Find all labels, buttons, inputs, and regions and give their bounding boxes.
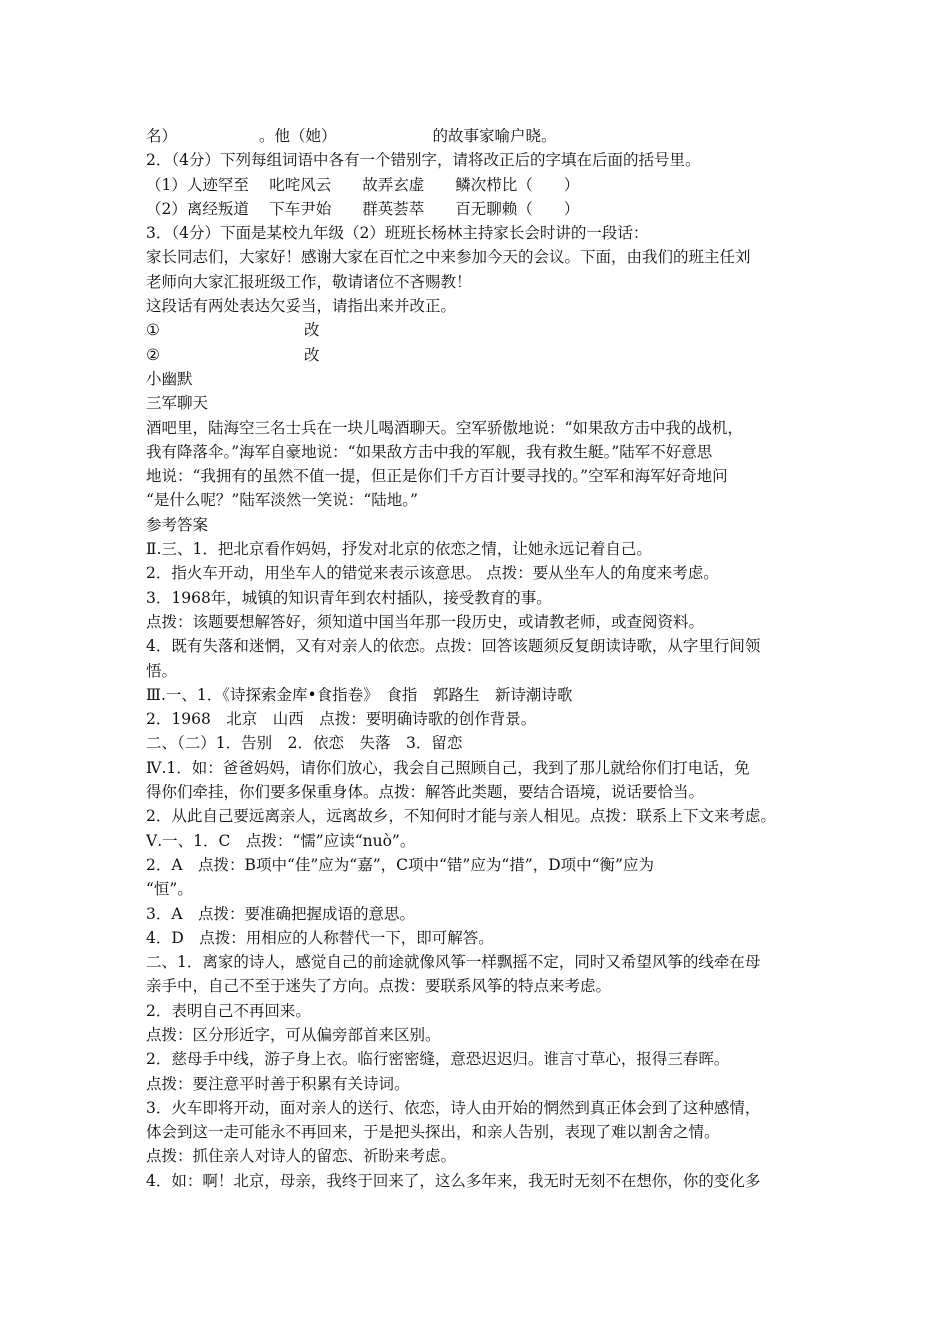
answer-line: 体会到这一走可能永不再回来，于是把头探出，和亲人告别，表现了难以割舍之情。 [146, 1123, 720, 1142]
paragraph-line: 我有降落伞。”海军自豪地说：“如果敌方击中我的军舰，我有救生艇。”陆军不好意思 [146, 442, 713, 461]
answer-line: 2．慈母手中线，游子身上衣。临行密密缝，意恐迟迟归。谁言寸草心，报得三春晖。 [146, 1050, 730, 1069]
answer-line: Ⅱ.三、1．把北京看作妈妈，抒发对北京的依恋之情，让她永远记着自己。 [146, 540, 652, 559]
section-heading: 小幽默 [146, 369, 193, 388]
answer-line: 点拨：抓住亲人对诗人的留恋、祈盼来考虑。 [146, 1147, 457, 1166]
answer-line: 3．1968年，城镇的知识青年到农村插队，接受教育的事。 [146, 588, 552, 607]
answer-line: 得你们牵挂，你们要多保重身体。点拨：解答此类题，要结合语境，说话要恰当。 [146, 783, 705, 802]
answer-line: 3．A 点拨：要准确把握成语的意思。 [146, 904, 416, 923]
text-segment: 名） [146, 127, 178, 145]
section-heading: 参考答案 [146, 515, 209, 534]
fill-blank-line [146, 124, 826, 148]
answer-line: 4．既有失落和迷惘，又有对亲人的依恋。点拨：回答该题须反复朗读诗歌，从字里行间领 [146, 637, 761, 656]
question-line: 3．（4分）下面是某校九年级（2）班班长杨林主持家长会时讲的一段话： [146, 224, 649, 243]
answer-line: 亲手中，自己不至于迷失了方向。点拨：要联系风筝的特点来考虑。 [146, 977, 612, 996]
answer-line: 2．1968 北京 山西 点拨：要明确诗歌的创作背景。 [146, 710, 537, 729]
correction-label: 改 [304, 345, 320, 364]
text-segment: 。他（她） [259, 127, 337, 145]
blank-space [177, 124, 259, 148]
answer-line: 点拨：该题要想解答好，须知道中国当年那一段历史，或请教老师，或查阅资料。 [146, 612, 705, 631]
answer-blank-line [146, 343, 826, 367]
answer-line: 4．如：啊！北京，母亲，我终于回来了，这么多年来，我无时无刻不在想你，你的变化多 [146, 1171, 761, 1190]
item-marker: ② [146, 345, 160, 364]
answer-line: Ⅲ.一、1．《诗探索金库•食指卷》 食指 郭路生 新诗潮诗歌 [146, 685, 573, 704]
answer-line: 点拨：要注意平时善于积累有关诗词。 [146, 1074, 410, 1093]
paragraph-line: 老师向大家汇报班级工作，敬请诸位不吝赐教！ [146, 272, 472, 291]
item-marker: ① [146, 321, 160, 340]
answer-line: “恒”。 [146, 880, 193, 899]
answer-line: 2．A 点拨：B项中“佳”应为“嘉”，C项中“错”应为“措”，D项中“衡”应为 [146, 855, 654, 874]
answer-line: Ⅳ.1．如：爸爸妈妈，请你们放心，我会自己照顾自己，我到了那儿就给你们打电话，免 [146, 758, 750, 777]
answer-line: 二、1．离家的诗人，感觉自己的前途就像风筝一样飘摇不定，同时又希望风筝的线牵在母 [146, 953, 761, 972]
answer-line: 2．指火车开动，用坐车人的错觉来表示该意思。 点拨：要从坐车人的角度来考虑。 [146, 564, 719, 583]
answer-blank-line [146, 318, 826, 342]
paragraph-line: “是什么呢？”陆军淡然一笑说：“陆地。” [146, 491, 418, 510]
paragraph-line: 这段话有两处表达欠妥当，请指出来并改正。 [146, 297, 457, 316]
document-page [146, 124, 826, 1193]
text-segment: 的故事家喻户晓。 [432, 127, 557, 145]
paragraph-line: 家长同志们，大家好！感谢大家在百忙之中来参加今天的会议。下面，由我们的班主任刘 [146, 248, 751, 267]
answer-line: 悟。 [146, 661, 178, 680]
answer-line: 2．表明自己不再回来。 [146, 1001, 311, 1020]
answer-line: 2．从此自己要远离亲人，远离故乡，不知何时才能与亲人相见。点拨：联系上下文来考虑。 [146, 807, 776, 826]
correction-label: 改 [304, 321, 320, 340]
answer-line: Ⅴ.一、1．C 点拨：“懦”应读“nuò”。 [146, 831, 416, 850]
answer-line: 4．D 点拨：用相应的人称替代一下，即可解答。 [146, 928, 494, 947]
question-line: （1）人迹罕至 叱咤风云 故弄玄虚 鳞次栉比（ ） [146, 175, 580, 194]
story-title: 三军聊天 [146, 394, 209, 413]
paragraph-line: 地说：“我拥有的虽然不值一提，但正是你们千方百计要寻找的。”空军和海军好奇地问 [146, 467, 728, 486]
question-line: 2．（4分）下列每组词语中各有一个错别字，请将改正后的字填在后面的括号里。 [146, 151, 701, 170]
blank-space [337, 124, 433, 148]
paragraph-line: 酒吧里，陆海空三名士兵在一块儿喝酒聊天。空军骄傲地说：“如果敌方击中我的战机， [146, 418, 743, 437]
question-line: （2）离经叛道 下车尹始 群英荟萃 百无聊赖（ ） [146, 199, 580, 218]
answer-line: 3．火车即将开动，面对亲人的送行、依恋，诗人由开始的惘然到真正体会到了这种感情， [146, 1098, 761, 1117]
answer-line: 二、（二）1．告别 2．依恋 失落 3．留恋 [146, 734, 463, 753]
answer-line: 点拨：区分形近字，可从偏旁部首来区别。 [146, 1025, 441, 1044]
